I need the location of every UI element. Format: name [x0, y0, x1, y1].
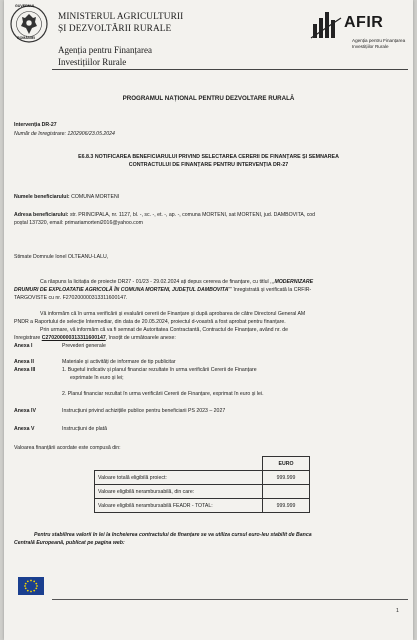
document-title-line2: CONTRACTULUI DE FINANȚARE PENTRU INTERVENȚIA DR-27: [128, 162, 289, 168]
row-label: Valoare eligibilă nerambursabilă, din care:: [95, 485, 263, 499]
beneficiary-address-label: Adresa beneficiarului:: [14, 212, 69, 218]
paragraph1-text-cont: "" înregistrată și verificată la CRFIR-: [228, 287, 312, 293]
page-number: 1: [396, 608, 399, 614]
paragraph1-line3: TARGOVISTE cu nr. F270200000313311600147.: [14, 295, 128, 301]
annex-5-text: Instrucțiuni de plată: [62, 426, 107, 432]
program-title: PROGRAMUL NAȚIONAL PENTRU DEZVOLTARE RURALĂ: [122, 95, 295, 102]
financing-table: [94, 456, 310, 513]
registration-number: Număr de înregistrare: 1202906/23.05.2024: [14, 131, 115, 137]
annex-5-label: Anexa V: [14, 426, 35, 432]
table-cell-empty: [95, 457, 263, 471]
paragraph1-text: Ca răspuns la licitația de proiecte DR27 - 01/23 - 29.02.2024 ați depus cererea de finanțare, cu titlul ,,,: [40, 279, 275, 285]
ministry-name-line2: ȘI DEZVOLTĂRII RURALE: [58, 24, 172, 34]
annex-1-text: Prevederi generale: [62, 343, 106, 349]
beneficiary-name-value: COMUNA MORTENI: [71, 194, 120, 200]
annex-3-text-line2: exprimate în euro și lei;: [70, 375, 124, 381]
paragraph3-text: înregistrare: [14, 335, 41, 341]
annex-3-text-line3: 2. Planul financiar rezultat în urma verificării Cererii de Finanțare, exprimat în euro și lei.: [62, 391, 264, 397]
row-value: 999.999: [263, 471, 310, 485]
project-title-start: MODERNIZARE: [274, 279, 314, 285]
document-title-line1: E6.8.3 NOTIFICAREA BENEFICIARULUI PRIVIND SELECTAREA CERERII DE FINANȚARE ȘI SEMNAREA: [78, 154, 339, 160]
row-label: Valoare eligibilă nerambursabilă FEADR - TOTAL:: [95, 499, 263, 513]
afir-subtitle-line2: Investițiilor Rurale: [352, 44, 389, 49]
row-value: 999.999: [263, 499, 310, 513]
document-page: [4, 0, 413, 640]
footnote-line1: Pentru stabilirea valorii în lei la încheierea contractului de finanțare se va utiliza cursul euro-leu stabilit de Banca: [34, 532, 312, 538]
crest-text-top: GUVERNUL: [15, 4, 36, 8]
footnote-line2: Centrală Europeană, publicat pe pagina web:: [14, 540, 125, 546]
footer-divider: [52, 599, 408, 600]
paragraph3-text-cont: , însoțit de următoarele anexe:: [105, 335, 176, 341]
annex-3-label: Anexa III: [14, 367, 36, 373]
agency-name-line2: Investițiilor Rurale: [58, 57, 127, 67]
annex-2-label: Anexa II: [14, 359, 34, 365]
financing-intro: Valoarea finanțării acordate este compusă din:: [14, 445, 121, 451]
table-row: [95, 471, 310, 485]
contract-registration-code: C270200000313311600147: [41, 335, 106, 341]
annex-4-label: Anexa IV: [14, 408, 36, 414]
intervention-label: Intervenția DR-27: [14, 122, 57, 128]
table-row: [95, 499, 310, 513]
paragraph2-line1: Vă informăm că în urma verificării și evaluării cererii de Finanțare și după aprobarea de către Directorul General AM: [40, 311, 306, 317]
ministry-name-line1: MINISTERUL AGRICULTURII: [58, 12, 184, 22]
paragraph2-line2: PNDR a Raportului de selecție Intermediar, din data de 20.05.2024, proiectul d-voastră a fost aprobat pentru finanțare.: [14, 319, 286, 325]
annex-1-label: Anexa I: [14, 343, 33, 349]
currency-header: EURO: [263, 457, 310, 471]
beneficiary-address-row: [14, 212, 412, 219]
annex-2-text: Materiale și activități de informare de tip publicitar: [62, 359, 176, 365]
header-divider: [52, 69, 408, 70]
beneficiary-name-row: [14, 194, 119, 201]
row-value: [263, 485, 310, 499]
annex-3-text: 1. Bugetul indicativ și planul financiar rezultate în urma verificării Cererii de Finanțare: [62, 367, 257, 373]
table-row: [95, 485, 310, 499]
paragraph1-line2: [14, 287, 311, 294]
eu-flag-icon: [18, 577, 44, 595]
crest-text-bottom: ROMÂNIEI: [17, 36, 35, 40]
agency-name-line1: Agenția pentru Finanțarea: [58, 45, 152, 55]
salutation: Stimate Domnule Ionel OLTEANU-LALU,: [14, 254, 109, 260]
beneficiary-address-line2: poștal 137320, email: primariamorteni2016@yahoo.com: [14, 220, 143, 226]
project-title: DRUMURI DE EXPLOATATIE AGRICOLĂ ÎN COMUNA MORTENI, JUDEȚUL DAMBOVITA: [14, 287, 229, 293]
paragraph3-line2: [14, 335, 176, 342]
paragraph3-line1: Prin urmare, vă informăm că va fi semnat de Autoritatea Contractantă, Contractul de Finanțare, având nr. de: [40, 327, 288, 333]
row-label: Valoare totală eligibilă proiect:: [95, 471, 263, 485]
beneficiary-address-value: str. PRINCIPALA, nr. 1127, bl. -, sc. -, et. -, ap. -, comuna MORTENI, sat MORTENI, jud. DAMBOVITA, cod: [69, 212, 316, 218]
annex-4-text: Instrucțiuni privind achizițiile publice pentru beneficiarii PS 2023 – 2027: [62, 408, 226, 414]
paragraph1-line1: [40, 279, 313, 286]
afir-logo-text: AFIR: [344, 14, 384, 31]
beneficiary-name-label: Numele beneficiarului:: [14, 194, 70, 200]
afir-logo-icon: [309, 10, 343, 40]
table-row: [95, 457, 310, 471]
afir-subtitle-line1: Agenția pentru Finanțarea: [352, 38, 406, 43]
